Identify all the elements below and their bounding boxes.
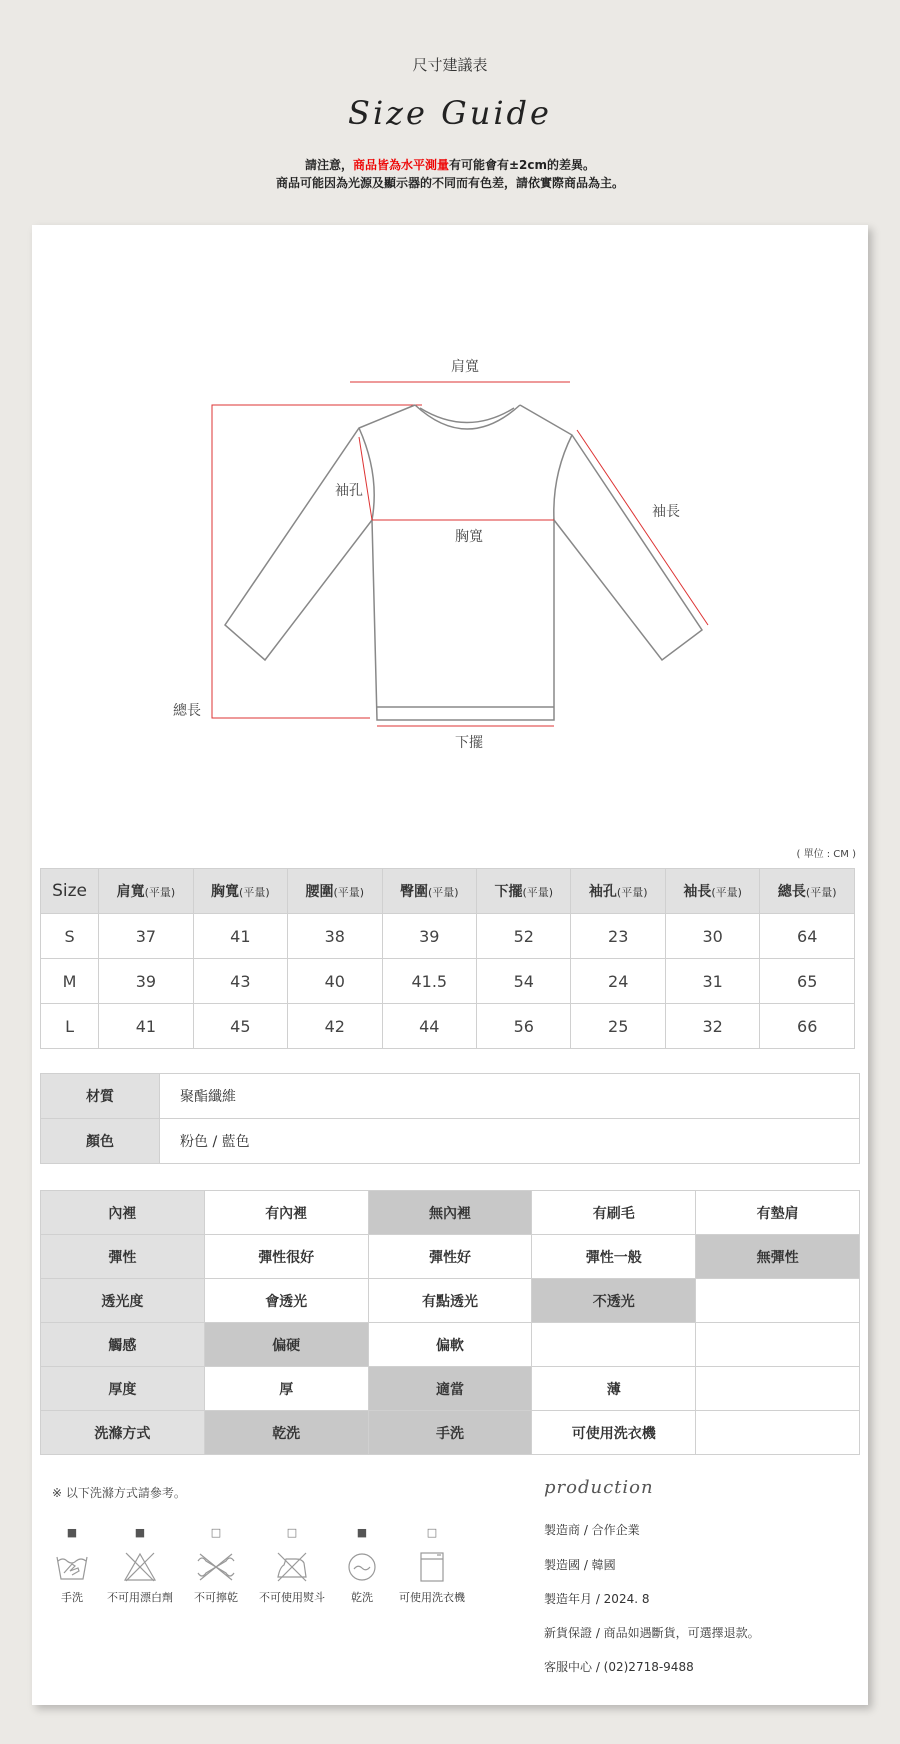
header-hem <box>477 869 571 914</box>
flat-suffix: (平量) <box>144 886 176 899</box>
color-label: 顏色 <box>41 1119 160 1164</box>
value-cell: 52 <box>477 914 571 959</box>
header-text: 肩寬 <box>116 884 145 900</box>
notice-highlight: 商品皆為水平測量 <box>352 158 449 172</box>
flat-suffix: (平量) <box>711 886 742 899</box>
attr-option: 可使用洗衣機 <box>532 1411 696 1455</box>
attr-option-selected: 無彈性 <box>696 1235 860 1279</box>
attr-option-selected: 乾洗 <box>204 1411 368 1455</box>
attr-label: 透光度 <box>41 1279 205 1323</box>
attr-option: 彈性好 <box>368 1235 532 1279</box>
wash-item-no-bleach <box>100 1525 180 1605</box>
value-cell: 54 <box>477 959 571 1004</box>
header-waist <box>288 869 382 914</box>
value-cell: 38 <box>288 914 382 959</box>
wash-item-no-iron <box>252 1525 332 1605</box>
header-text: 袖孔 <box>588 884 617 900</box>
attr-option <box>532 1323 696 1367</box>
value-cell: 42 <box>288 1004 382 1049</box>
wash-caption: 不可擰乾 <box>194 1591 238 1604</box>
production-manufacturer: 製造商 / 合作企業 <box>544 1523 640 1537</box>
no-wring-icon <box>196 1551 236 1583</box>
size-cell: M <box>41 959 99 1004</box>
value-cell: 37 <box>99 914 193 959</box>
attr-label: 厚度 <box>41 1367 205 1411</box>
attribute-table <box>40 1190 860 1455</box>
wash-item-no-wring <box>176 1525 256 1605</box>
label-chest: 胸寬 <box>455 529 483 545</box>
flat-suffix: (平量) <box>616 886 648 899</box>
label-armhole: 袖孔 <box>335 483 363 499</box>
header-armhole <box>571 869 665 914</box>
header-chest <box>193 869 287 914</box>
flat-suffix: (平量) <box>427 886 459 899</box>
attr-option: 厚 <box>204 1367 368 1411</box>
value-cell: 41 <box>99 1004 193 1049</box>
wash-item-washing-machine <box>392 1525 472 1605</box>
table-row <box>41 959 855 1004</box>
length-line <box>212 405 422 718</box>
value-cell: 66 <box>760 1004 855 1049</box>
value-cell: 39 <box>99 959 193 1004</box>
unit-label: ( 單位 : CM ) <box>796 849 856 860</box>
unchecked-box-icon: □ <box>286 1526 298 1539</box>
attr-option: 會透光 <box>204 1279 368 1323</box>
label-length: 總長 <box>173 703 201 719</box>
attr-option: 偏軟 <box>368 1323 532 1367</box>
production-country: 製造國 / 韓國 <box>544 1558 616 1572</box>
wash-caption: 手洗 <box>61 1591 83 1604</box>
label-shoulder: 肩寬 <box>451 359 479 375</box>
color-value: 粉色 / 藍色 <box>160 1119 860 1164</box>
flat-suffix: (平量) <box>805 886 837 899</box>
attr-option <box>696 1411 860 1455</box>
header-shoulder <box>99 869 193 914</box>
production-guarantee: 新貨保證 / 商品如遇斷貨，可選擇退款。 <box>544 1626 760 1640</box>
no-bleach-icon <box>122 1551 158 1583</box>
value-cell: 56 <box>477 1004 571 1049</box>
production-date: 製造年月 / 2024. 8 <box>544 1592 650 1606</box>
header-text: 胸寬 <box>211 884 240 900</box>
attr-row-thickness <box>41 1367 860 1411</box>
wash-caption: 可使用洗衣機 <box>399 1591 465 1604</box>
attr-row-lining <box>41 1191 860 1235</box>
value-cell: 44 <box>382 1004 476 1049</box>
dry-icon <box>344 1551 380 1583</box>
material-table <box>40 1073 860 1164</box>
header-sleeve <box>665 869 759 914</box>
production-title: production <box>544 1477 654 1498</box>
value-cell: 65 <box>760 959 855 1004</box>
value-cell: 30 <box>665 914 759 959</box>
flat-suffix: (平量) <box>239 886 270 899</box>
attr-option <box>696 1367 860 1411</box>
checked-box-icon: ■ <box>356 1526 368 1539</box>
unchecked-box-icon: □ <box>426 1526 438 1539</box>
attr-option <box>696 1323 860 1367</box>
value-cell: 41 <box>193 914 287 959</box>
sweater-outline <box>225 405 702 720</box>
attr-option-selected: 手洗 <box>368 1411 532 1455</box>
attr-option <box>696 1279 860 1323</box>
attr-option: 彈性一般 <box>532 1235 696 1279</box>
size-cell: L <box>41 1004 99 1049</box>
sleeve-line <box>577 430 708 625</box>
label-sleeve: 袖長 <box>652 504 680 520</box>
production-service: 客服中心 / (02)2718-9488 <box>544 1660 694 1674</box>
attr-option: 彈性很好 <box>204 1235 368 1279</box>
wash-item-dry <box>322 1525 402 1605</box>
attr-option-selected: 偏硬 <box>204 1323 368 1367</box>
header-text: 下擺 <box>494 884 523 900</box>
flat-suffix: (平量) <box>333 886 365 899</box>
checked-box-icon: ■ <box>134 1526 146 1539</box>
washing-note: ※ 以下洗滌方式請參考。 <box>52 1486 186 1500</box>
material-row <box>41 1074 860 1119</box>
label-hem: 下擺 <box>455 735 483 751</box>
value-cell: 45 <box>193 1004 287 1049</box>
header-text: 腰圍 <box>305 884 334 900</box>
header-text: 總長 <box>777 884 806 900</box>
table-row <box>41 914 855 959</box>
value-cell: 24 <box>571 959 665 1004</box>
attr-row-elasticity <box>41 1235 860 1279</box>
value-cell: 25 <box>571 1004 665 1049</box>
hand-wash-icon <box>54 1551 90 1583</box>
attr-label: 觸感 <box>41 1323 205 1367</box>
header-text: 袖長 <box>683 884 712 900</box>
notice-line-1 <box>0 156 900 173</box>
armhole-line <box>359 437 372 520</box>
attr-option-selected: 適當 <box>368 1367 532 1411</box>
page-title-en: Size Guide <box>348 94 552 132</box>
attr-option: 薄 <box>532 1367 696 1411</box>
attr-option-selected: 無內裡 <box>368 1191 532 1235</box>
attr-option: 有內裡 <box>204 1191 368 1235</box>
value-cell: 40 <box>288 959 382 1004</box>
header-hip <box>382 869 476 914</box>
material-label: 材質 <box>41 1074 160 1119</box>
notice-prefix: 請注意， <box>304 158 353 172</box>
unchecked-box-icon: □ <box>210 1526 222 1539</box>
attr-label: 洗滌方式 <box>41 1411 205 1455</box>
value-cell: 41.5 <box>382 959 476 1004</box>
notice-suffix: 有可能會有±2cm的差異。 <box>449 158 596 172</box>
garment-diagram <box>32 225 868 785</box>
attr-option: 有刷毛 <box>532 1191 696 1235</box>
checked-box-icon: ■ <box>66 1526 78 1539</box>
value-cell: 39 <box>382 914 476 959</box>
color-row <box>41 1119 860 1164</box>
value-cell: 32 <box>665 1004 759 1049</box>
attr-label: 內裡 <box>41 1191 205 1235</box>
value-cell: 64 <box>760 914 855 959</box>
notice-line-2: 商品可能因為光源及顯示器的不同而有色差，請依實際商品為主。 <box>275 176 624 190</box>
material-value: 聚酯纖維 <box>160 1074 860 1119</box>
attr-option: 有墊肩 <box>696 1191 860 1235</box>
flat-suffix: (平量) <box>522 886 554 899</box>
size-table <box>40 868 855 1049</box>
washing-machine-icon <box>414 1551 450 1583</box>
header-length <box>760 869 855 914</box>
wash-caption: 不可使用熨斗 <box>259 1591 325 1604</box>
wash-caption: 不可用漂白劑 <box>107 1591 173 1604</box>
attr-label: 彈性 <box>41 1235 205 1279</box>
size-cell: S <box>41 914 99 959</box>
attr-row-texture <box>41 1323 860 1367</box>
size-guide-card <box>32 225 868 1705</box>
value-cell: 43 <box>193 959 287 1004</box>
size-table-header <box>41 869 855 914</box>
wash-caption: 乾洗 <box>351 1591 373 1604</box>
size-header: Size <box>41 869 99 914</box>
attr-row-washing <box>41 1411 860 1455</box>
header-text: 臀圍 <box>399 884 428 900</box>
table-row <box>41 1004 855 1049</box>
attr-row-transparency <box>41 1279 860 1323</box>
value-cell: 23 <box>571 914 665 959</box>
page-title-zh: 尺寸建議表 <box>412 56 488 74</box>
no-iron-icon <box>274 1551 310 1583</box>
value-cell: 31 <box>665 959 759 1004</box>
attr-option-selected: 不透光 <box>532 1279 696 1323</box>
attr-option: 有點透光 <box>368 1279 532 1323</box>
